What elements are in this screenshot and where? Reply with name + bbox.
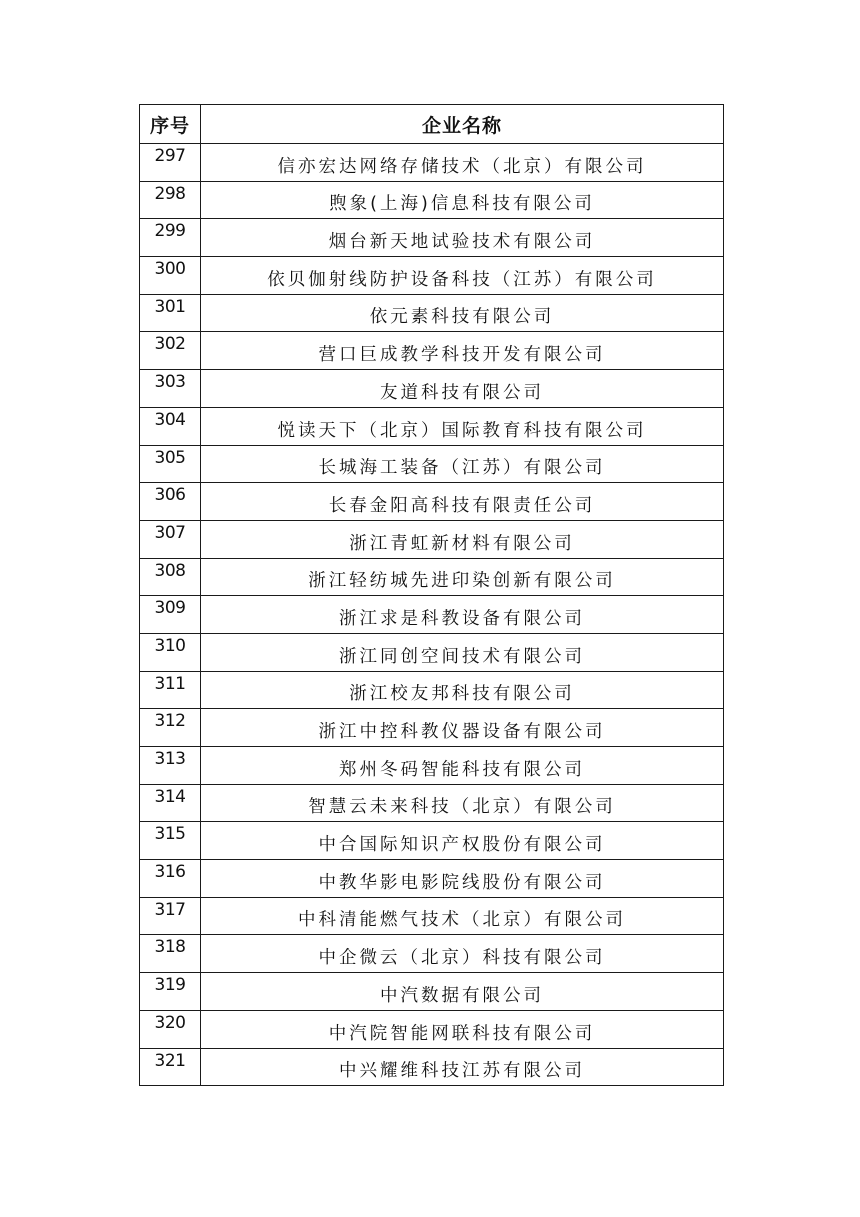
company-name-cell: 中兴耀维科技江苏有限公司 [201,1048,724,1086]
company-name-cell: 友道科技有限公司 [201,370,724,408]
serial-number-cell: 307 [140,520,201,558]
company-name-cell: 依元素科技有限公司 [201,294,724,332]
serial-number-cell: 303 [140,370,201,408]
serial-number-cell: 321 [140,1048,201,1086]
table-row [140,709,724,747]
company-name-cell: 浙江中控科教仪器设备有限公司 [201,709,724,747]
company-name-cell: 浙江轻纺城先进印染创新有限公司 [201,558,724,596]
table-row [140,294,724,332]
company-name-cell: 烟台新天地试验技术有限公司 [201,219,724,257]
table-row [140,520,724,558]
company-name-cell: 依贝伽射线防护设备科技（江苏）有限公司 [201,257,724,295]
table-row [140,935,724,973]
serial-number-cell: 316 [140,860,201,898]
table-row [140,973,724,1011]
company-name-cell: 智慧云未来科技（北京）有限公司 [201,784,724,822]
company-name-cell: 煦象(上海)信息科技有限公司 [201,181,724,219]
table-body [140,144,724,1086]
company-name-cell: 浙江同创空间技术有限公司 [201,633,724,671]
table-row [140,897,724,935]
company-name-cell: 营口巨成教学科技开发有限公司 [201,332,724,370]
company-name-cell: 长城海工装备（江苏）有限公司 [201,445,724,483]
company-name-cell: 中汽院智能网联科技有限公司 [201,1010,724,1048]
table-row [140,370,724,408]
header-row [140,105,724,144]
serial-number-cell: 315 [140,822,201,860]
company-name-cell: 浙江校友邦科技有限公司 [201,671,724,709]
serial-number-cell: 300 [140,257,201,295]
table-row [140,633,724,671]
table-row [140,822,724,860]
company-name-cell: 中企微云（北京）科技有限公司 [201,935,724,973]
serial-number-cell: 301 [140,294,201,332]
header-company-name: 企业名称 [201,105,724,144]
table-row [140,784,724,822]
serial-number-cell: 309 [140,596,201,634]
serial-number-cell: 312 [140,709,201,747]
serial-number-cell: 314 [140,784,201,822]
company-name-cell: 悦读天下（北京）国际教育科技有限公司 [201,407,724,445]
table-row [140,671,724,709]
table-row [140,144,724,182]
serial-number-cell: 297 [140,144,201,182]
company-name-cell: 浙江青虹新材料有限公司 [201,520,724,558]
serial-number-cell: 304 [140,407,201,445]
serial-number-cell: 319 [140,973,201,1011]
serial-number-cell: 320 [140,1010,201,1048]
table-row [140,1010,724,1048]
company-name-cell: 郑州冬码智能科技有限公司 [201,747,724,785]
serial-number-cell: 305 [140,445,201,483]
table-row [140,407,724,445]
company-name-cell: 中合国际知识产权股份有限公司 [201,822,724,860]
serial-number-cell: 306 [140,483,201,521]
table-row [140,332,724,370]
table-row [140,558,724,596]
serial-number-cell: 298 [140,181,201,219]
company-name-cell: 中科清能燃气技术（北京）有限公司 [201,897,724,935]
serial-number-cell: 318 [140,935,201,973]
company-name-cell: 浙江求是科教设备有限公司 [201,596,724,634]
serial-number-cell: 308 [140,558,201,596]
serial-number-cell: 313 [140,747,201,785]
serial-number-cell: 302 [140,332,201,370]
table-row [140,483,724,521]
company-name-cell: 长春金阳高科技有限责任公司 [201,483,724,521]
serial-number-cell: 311 [140,671,201,709]
table-row [140,1048,724,1086]
company-name-cell: 中汽数据有限公司 [201,973,724,1011]
table-header [140,105,724,144]
company-name-cell: 信亦宏达网络存储技术（北京）有限公司 [201,144,724,182]
header-serial-number: 序号 [140,105,201,144]
table-row [140,219,724,257]
table-row [140,257,724,295]
company-name-cell: 中教华影电影院线股份有限公司 [201,860,724,898]
serial-number-cell: 317 [140,897,201,935]
table-row [140,445,724,483]
company-list-table [139,104,724,1086]
table-row [140,860,724,898]
table-row [140,596,724,634]
table-row [140,181,724,219]
serial-number-cell: 310 [140,633,201,671]
serial-number-cell: 299 [140,219,201,257]
table-row [140,747,724,785]
